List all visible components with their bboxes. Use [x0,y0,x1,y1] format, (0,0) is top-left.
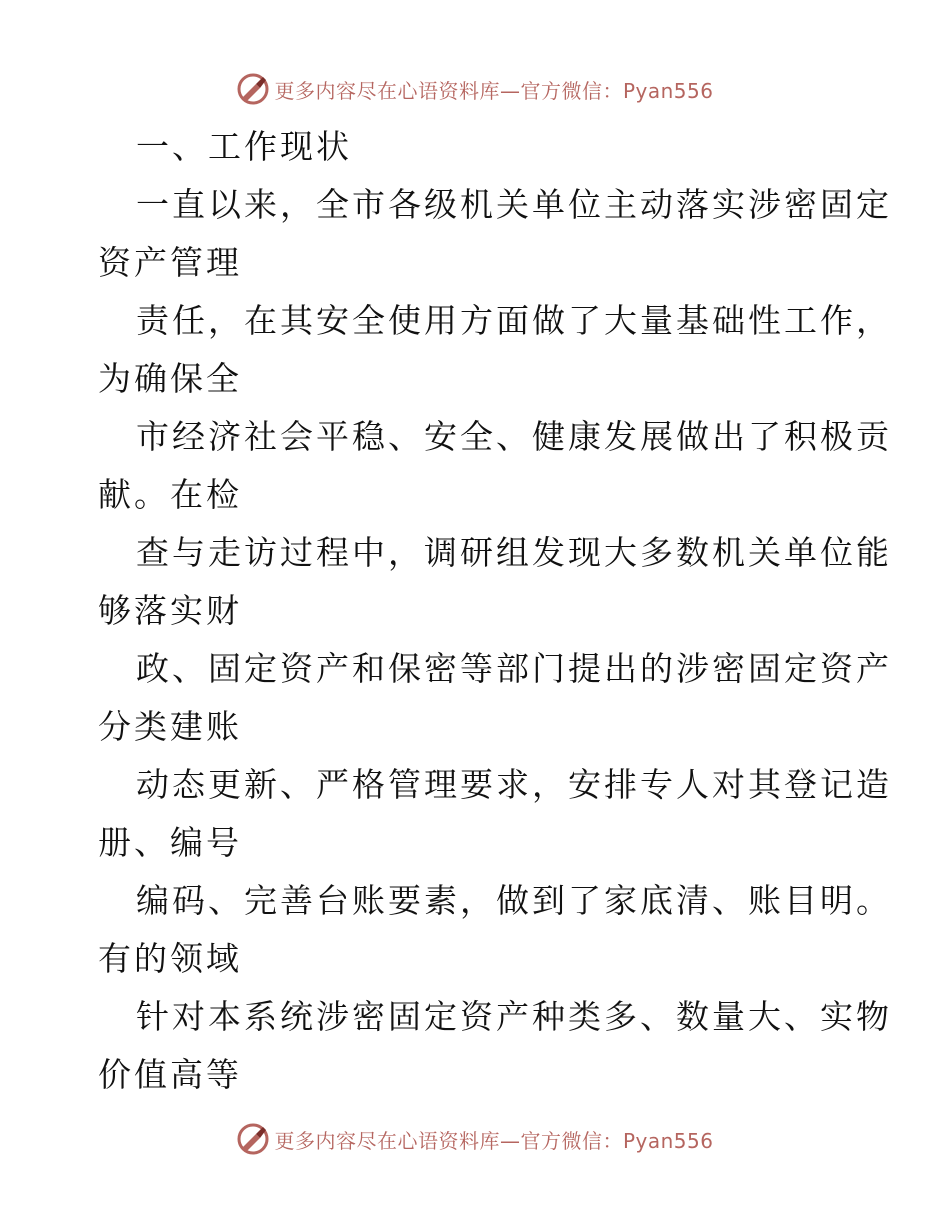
text-line: 编码、完善台账要素，做到了家底清、账目明。 [136,881,892,920]
text-line: 查与走访过程中，调研组发现大多数机关单位能 [136,533,892,572]
text-line: 册、编号 [98,823,242,862]
text-line: 献。在检 [98,475,242,514]
text-line: 价值高等 [98,1055,242,1094]
text-line: 为确保全 [98,359,242,398]
footer-watermark [0,1122,950,1156]
text-line: 分类建账 [98,707,242,746]
text-line: 资产管理 [98,243,242,282]
pen-logo-icon [236,72,270,106]
text-line: 动态更新、严格管理要求，安排专人对其登记造 [136,765,892,804]
header-watermark [0,72,950,106]
text-line: 有的领域 [98,939,242,978]
text-line: 针对本系统涉密固定资产种类多、数量大、实物 [136,997,892,1036]
text-line: 市经济社会平稳、安全、健康发展做出了积极贡 [136,417,892,456]
text-line: 政、固定资产和保密等部门提出的涉密固定资产 [136,649,892,688]
watermark-text: 更多内容尽在心语资料库—官方微信：Pyan556 [274,78,714,103]
watermark-text: 更多内容尽在心语资料库—官方微信：Pyan556 [274,1128,714,1153]
text-line: 够落实财 [98,591,242,630]
pen-logo-icon [236,1122,270,1156]
text-line: 一直以来，全市各级机关单位主动落实涉密固定 [136,185,892,224]
text-line: 一、工作现状 [136,127,352,166]
text-line: 责任，在其安全使用方面做了大量基础性工作， [136,301,892,340]
document-body [98,118,892,1104]
